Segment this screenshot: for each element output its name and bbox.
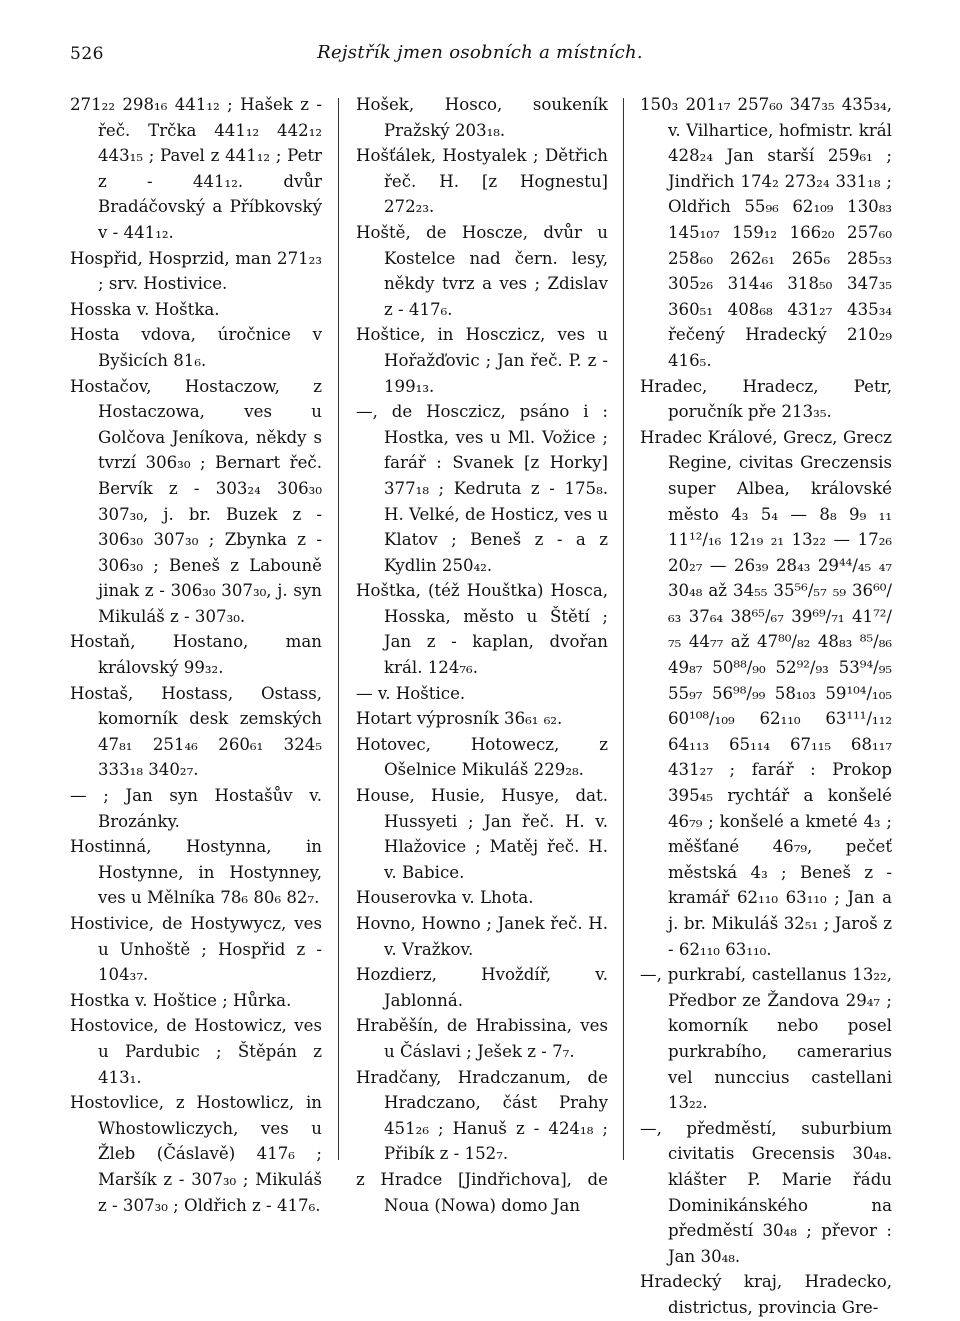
- index-entry: Hraběšín, de Hrabissina, ves u Čáslavi ; Ješek z - 7₇.: [356, 1016, 608, 1061]
- index-entry: Hradčany, Hradczanum, de Hradczano, část Prahy 451₂₆ ; Hanuš z - 424₁₈ ; Přibík z - 152₇.: [356, 1067, 608, 1164]
- index-entry: —, předměstí, suburbium civitatis Grecensis 30₄₈. klášter P. Marie řádu Dominikánského na předměstí 30₄₈ ; převor : Jan 30₄₈.: [640, 1118, 892, 1266]
- index-column-1: [70, 92, 322, 1218]
- index-entry: Hotovec, Hotowecz, z Ošelnice Mikuláš 229₂₈.: [356, 734, 608, 780]
- running-title: Rejstřík jmen osobních a místních.: [317, 42, 643, 63]
- index-entry: Hradec Králové, Grecz, Grecz Regine, civitas Greczensis super Albea, královské město 4₃ 5₄ — 8₈ 9₉ ₁₁ 11¹²/₁₆ 12₁₉ ₂₁ 13₂₂ — 17₂₆ 20₂₇ — 26₃₉ 28₄₃ 29⁴⁴/₄₅ ₄₇ 30₄₈ až 34₅₅ 35⁵⁶/₅₇ ₅₉ 36⁶⁰/₆₃ 37₆₄ 38⁶⁵/₆₇ 39⁶⁹/₇₁ 41⁷²/₇₅ 44₇₇ až 47⁸⁰/₈₂ 48₈₃ ⁸⁵/₈₆ 49₈₇ 50⁸⁸/₉₀ 52⁹²/₉₃ 53⁹⁴/₉₅ 55₉₇ 56⁹⁸/₉₉ 58₁₀₃ 59¹⁰⁴/₁₀₅ 60¹⁰⁸/₁₀₉ 62₁₁₀ 63¹¹¹/₁₁₂ 64₁₁₃ 65₁₁₄ 67₁₁₅ 68₁₁₇ 431₂₇ ; farář : Prokop 395₄₅ rychtář a konšelé 46₇₉ ; konšelé a kmeté 4₃ ; měšťané 46₇₉, pečeť městská 4₃ ; Beneš z - kramář 62₁₁₀ 63₁₁₀ ; Jan a j. br. Mikuláš 32₅₁ ; Jaroš z - 62₁₁₀ 63₁₁₀.: [640, 427, 892, 959]
- index-entry: Hostačov, Hostaczow, z Hostaczowa, ves u Golčova Jeníkova, někdy s tvrzí 306₃₀ ; Bernart řeč. Bervík z - 303₂₄ 306₃₀ 307₃₀, j. br. Buzek z - 306₃₀ 307₃₀ ; Zbynka z - 306₃₀ ; Beneš z Labouně jinak z - 306₃₀ 307₃₀, j. syn Mikuláš z - 307₃₀.: [70, 376, 322, 626]
- index-entry: Hostaš, Hostass, Ostass, komorník desk zemských 47₈₁ 251₄₆ 260₆₁ 324₅ 333₁₈ 340₂₇.: [70, 683, 322, 780]
- index-entry: Hoštka, (též Houštka) Hosca, Hosska, město u Štětí ; Jan z - kaplan, dvořan král. 124₇₆.: [356, 581, 608, 678]
- index-entry: Hostovice, de Hostowicz, ves u Pardubic ; Štěpán z 413₁.: [70, 1016, 322, 1087]
- index-column-3: [640, 92, 892, 1321]
- index-entry: Hostka v. Hoštice ; Hůrka.: [70, 990, 292, 1010]
- index-entry: Hozdierz, Hvoždíř, v. Jablonná.: [356, 965, 608, 1010]
- index-entry: Hosta vdova, úročnice v Byšicích 81₆.: [70, 325, 322, 370]
- index-entry: 150₃ 201₁₇ 257₆₀ 347₃₅ 435₃₄, v. Vilhartice, hofmistr. král 428₂₄ Jan starší 259₆₁ ; Jindřich 174₂ 273₂₄ 331₁₈ ; Oldřich 55₉₆ 62₁₀₉ 130₈₃ 145₁₀₇ 159₁₂ 166₂₀ 257₆₀ 258₆₀ 262₆₁ 265₆ 285₅₃ 305₂₆ 314₄₆ 318₅₀ 347₃₅ 360₅₁ 408₆₈ 431₂₇ 435₃₄ řečený Hradecký 210₂₉ 416₅.: [640, 95, 892, 370]
- index-entry: —, de Hosczicz, psáno i : Hostka, ves u Ml. Vožice ; farář : Svanek [z Horky] 377₁₈ ; Kedruta z - 175₈. H. Velké, de Hosticz, ves u Klatov ; Beneš z - a z Kydlin 250₄₂.: [356, 402, 608, 575]
- index-entry: Hošek, Hosco, soukeník Pražský 203₁₈.: [356, 95, 608, 140]
- index-entry: Hotart výprosník 36₆₁ ₆₂.: [356, 709, 563, 729]
- index-entry: Hospřid, Hosprzid, man 271₂₃ ; srv. Hostivice.: [70, 248, 322, 294]
- index-entry: — ; Jan syn Hostašův v. Brozánky.: [70, 786, 322, 831]
- index-entry: House, Husie, Husye, dat. Hussyeti ; Jan řeč. H. v. Hlažovice ; Matěj řeč. H. v. Babice.: [356, 786, 608, 882]
- index-entry: Hovno, Howno ; Janek řeč. H. v. Vražkov.: [356, 914, 608, 959]
- index-entry: Hošťálek, Hostyalek ; Dětřich řeč. H. [z Hognestu] 272₂₃.: [356, 146, 608, 217]
- index-entry: Hradecký kraj, Hradecko, districtus, provincia Gre-: [640, 1272, 892, 1317]
- index-entry: Hradec, Hradecz, Petr, poručník pře 213₃₅.: [640, 376, 892, 422]
- index-entry: — v. Hoštice.: [356, 683, 466, 703]
- index-column-2: [356, 92, 608, 1218]
- index-entry: Hostovlice, z Hostowlicz, in Whostowliczych, ves u Žleb (Čáslavě) 417₆ ; Maršík z - 307₃₀ ; Mikuláš z - 307₃₀ ; Oldřich z - 417₆.: [70, 1093, 322, 1215]
- column-rule-right: [623, 98, 624, 1160]
- index-entry: Houserovka v. Lhota.: [356, 888, 534, 908]
- index-entry: Hoštice, in Hosczicz, ves u Hořažďovic ; Jan řeč. P. z - 199₁₃.: [356, 325, 608, 396]
- index-entry: z Hradce [Jindřichova], de Noua (Nowa) domo Jan: [356, 1169, 608, 1215]
- index-entry: Hostinná, Hostynna, in Hostynne, in Hostynney, ves u Mělníka 78₆ 80₆ 82₇.: [70, 837, 322, 908]
- index-entry: 271₂₂ 298₁₆ 441₁₂ ; Hašek z - řeč. Trčka 441₁₂ 442₁₂ 443₁₅ ; Pavel z 441₁₂ ; Petr z - 441₁₂. dvůr Bradáčovský a Příbkovský v - 441₁₂.: [70, 95, 322, 242]
- page-number: 526: [70, 44, 104, 64]
- index-entry: Hosska v. Hoštka.: [70, 299, 220, 319]
- index-entry: Hostivice, de Hostywycz, ves u Unhoště ; Hospřid z - 104₃₇.: [70, 914, 322, 985]
- index-entry: —, purkrabí, castellanus 13₂₂, Předbor ze Žandova 29₄₇ ; komorník nebo posel purkrabího, camerarius vel nunccius castellani 13₂₂.: [640, 965, 892, 1113]
- index-entry: Hostaň, Hostano, man královský 99₃₂.: [70, 632, 322, 678]
- index-entry: Hoště, de Hoscze, dvůr u Kostelce nad čern. lesy, někdy tvrz a ves ; Zdislav z - 417₆.: [356, 222, 608, 319]
- column-rule-left: [338, 98, 339, 1160]
